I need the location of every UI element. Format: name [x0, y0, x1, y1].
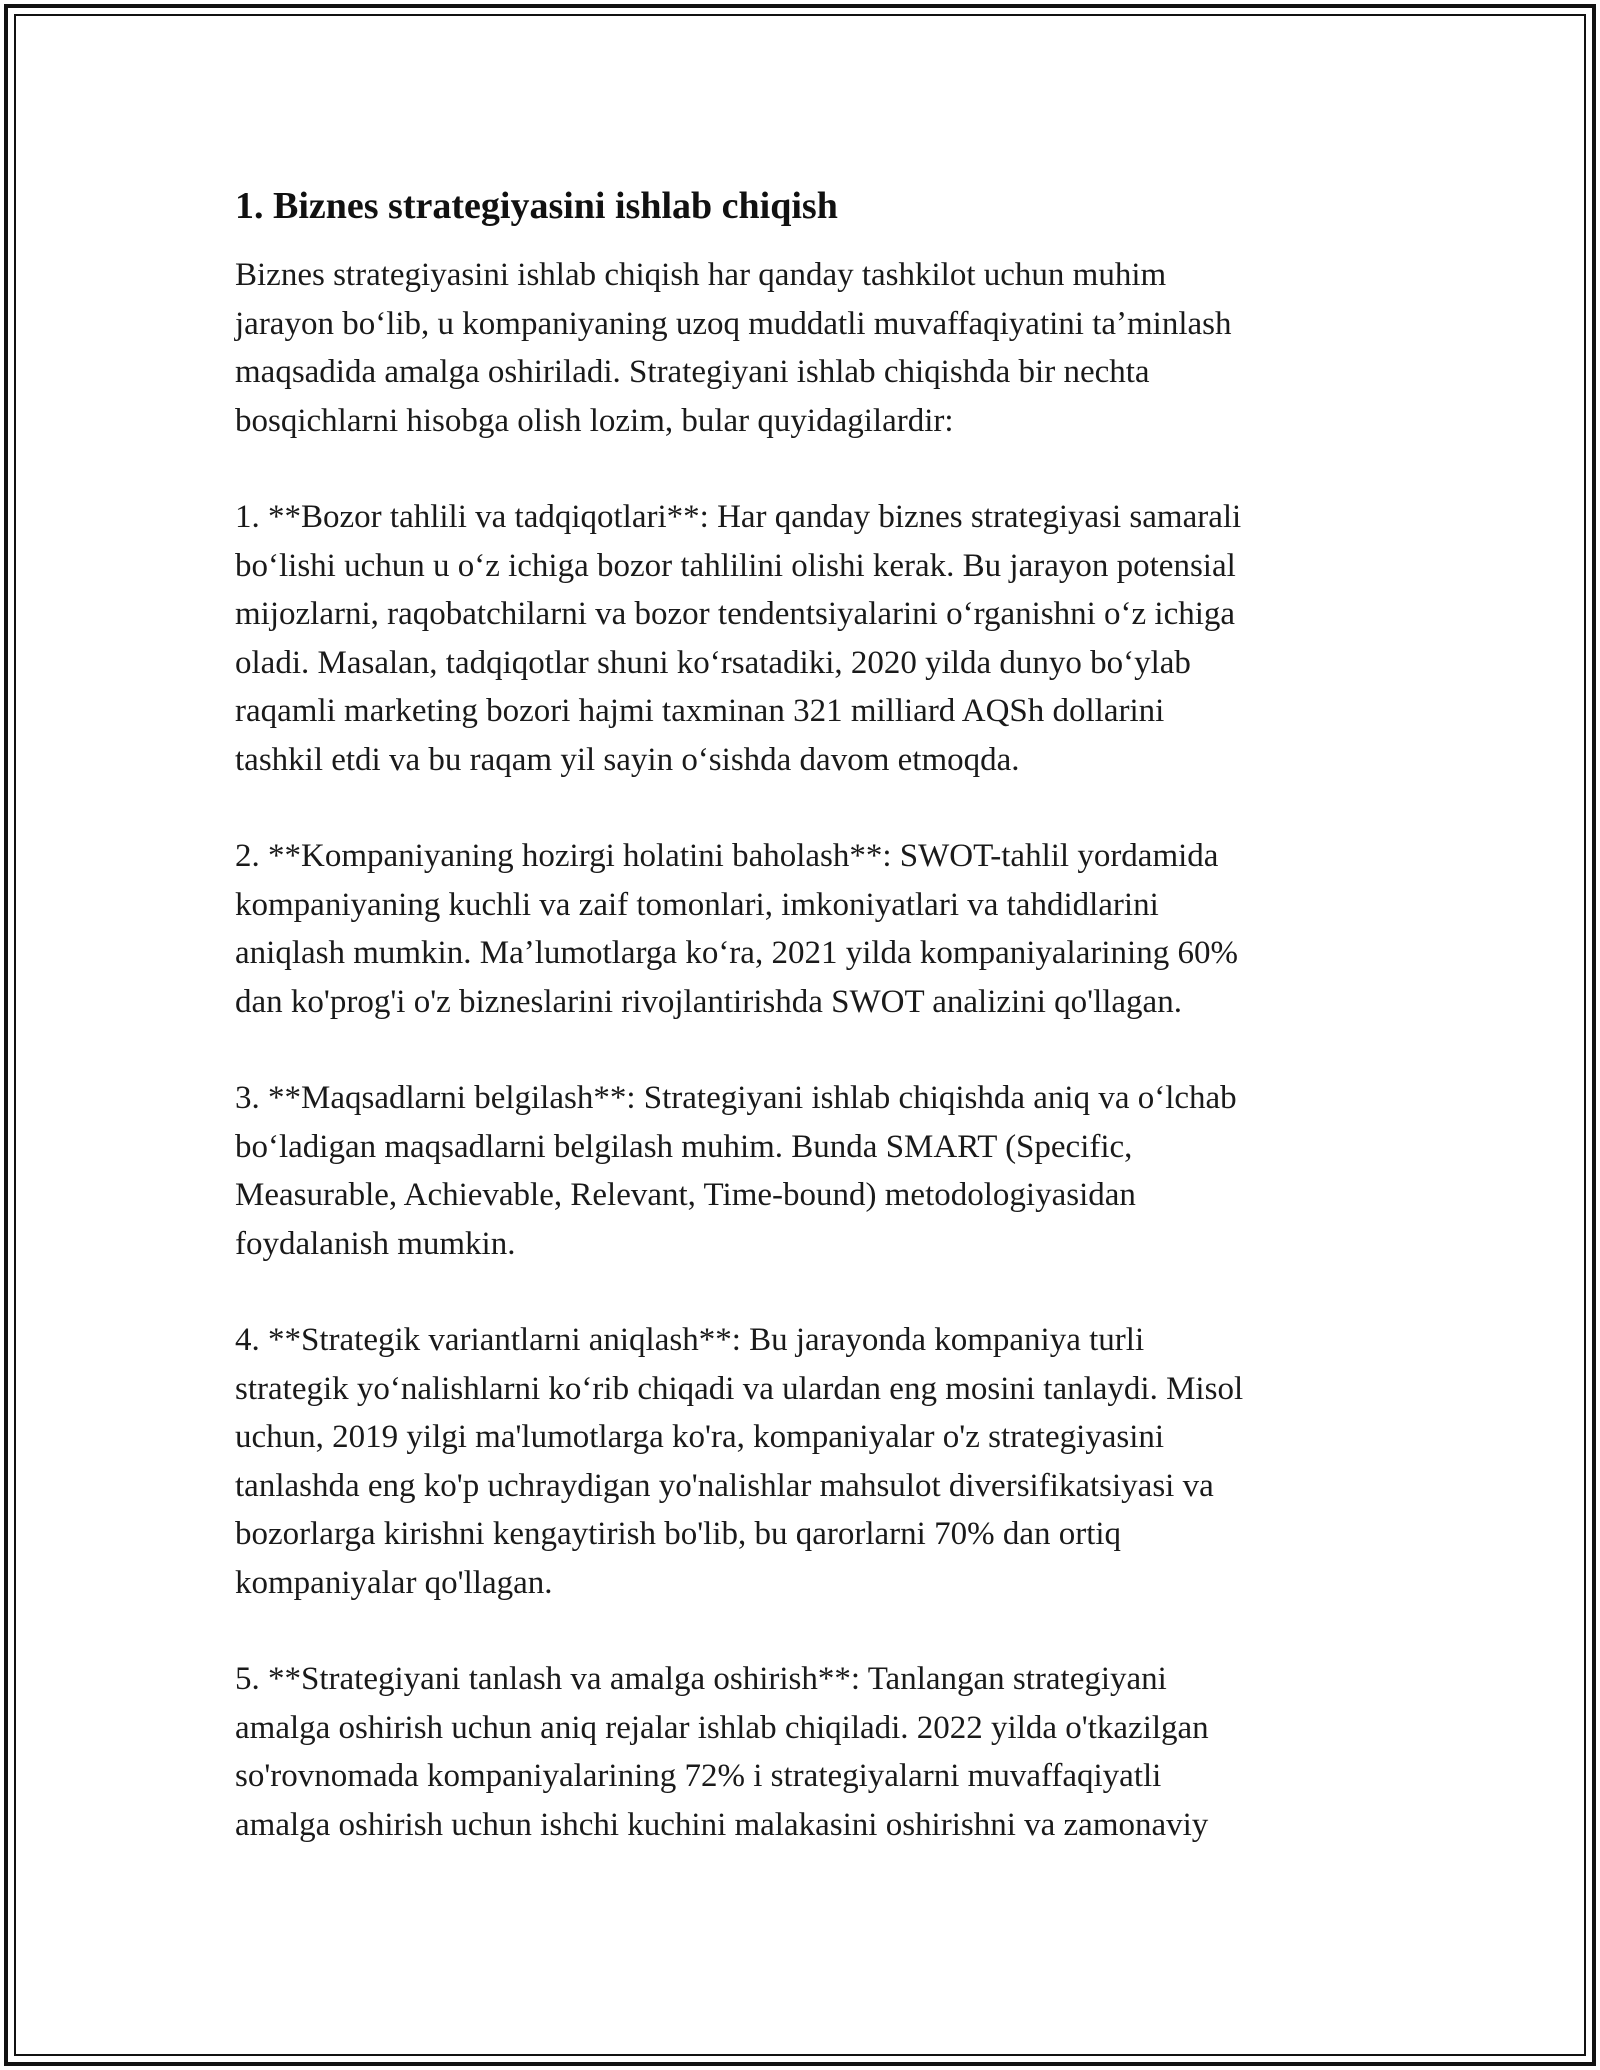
paragraph-company-assessment: 2. **Kompaniyaning hozirgi holatini baholash**: SWOT-tahlil yordamida kompaniyaning kuchli va zaif tomonlari, imkoniyatlari va tahdidlarini aniqlash mumkin. Maʼlumotlarga koʻra, 2021 yilda kompaniyalarining 60% dan ko'prog'i o'z bizneslarini rivojlantirishda SWOT analizini qo'llagan. [235, 838, 1238, 1020]
document-title: 1. Biznes strategiyasini ishlab chiqish [235, 185, 838, 227]
paragraph-strategic-options: 4. **Strategik variantlarni aniqlash**: Bu jarayonda kompaniya turli strategik yoʻnalishlarni koʻrib chiqadi va ulardan eng mosini tanlaydi. Misol uchun, 2019 yilgi ma'lumotlarga ko'ra, kompaniyalar o'z strategiyasini tanlashda eng ko'p uchraydigan yo'nalishlar mahsulot diversifikatsiyasi va bozorlarga kirishni kengaytirish bo'lib, bu qarorlarni 70% dan ortiq kompaniyalar qo'llagan. [235, 1322, 1244, 1601]
intro-paragraph: Biznes strategiyasini ishlab chiqish har qanday tashkilot uchun muhim jarayon boʻlib, u kompaniyaning uzoq muddatli muvaffaqiyatini taʼminlash maqsadida amalga oshiriladi. Strategiyani ishlab chiqishda bir nechta bosqichlarni hisobga olish lozim, bular quyidagilardir: [235, 257, 1232, 439]
paragraph-strategy-implementation: 5. **Strategiyani tanlash va amalga oshirish**: Tanlangan strategiyani amalga oshirish uchun aniq rejalar ishlab chiqiladi. 2022 yilda o'tkazilgan so'rovnomada kompaniyalarining 72% i strategiyalarni muvaffaqiyatli amalga oshirish uchun ishchi kuchini malakasini oshirishni va zamonaviy [235, 1661, 1209, 1843]
paragraph-market-analysis: 1. **Bozor tahlili va tadqiqotlari**: Har qanday biznes strategiyasi samarali boʻlishi uchun u oʻz ichiga bozor tahlilini olishi kerak. Bu jarayon potensial mijozlarni, raqobatchilarni va bozor tendentsiyalarini oʻrganishni oʻz ichiga oladi. Masalan, tadqiqotlar shuni koʻrsatadiki, 2020 yilda dunyo boʻylab raqamli marketing bozori hajmi taxminan 321 milliard AQSh dollarini tashkil etdi va bu raqam yil sayin oʻsishda davom etmoqda. [235, 499, 1242, 778]
document-body [235, 180, 1375, 1897]
paragraph-goal-setting: 3. **Maqsadlarni belgilash**: Strategiyani ishlab chiqishda aniq va oʻlchab boʻladigan maqsadlarni belgilash muhim. Bunda SMART (Specific, Measurable, Achievable, Relevant, Time-bound) metodologiyasidan foydalanish mumkin. [235, 1080, 1237, 1262]
